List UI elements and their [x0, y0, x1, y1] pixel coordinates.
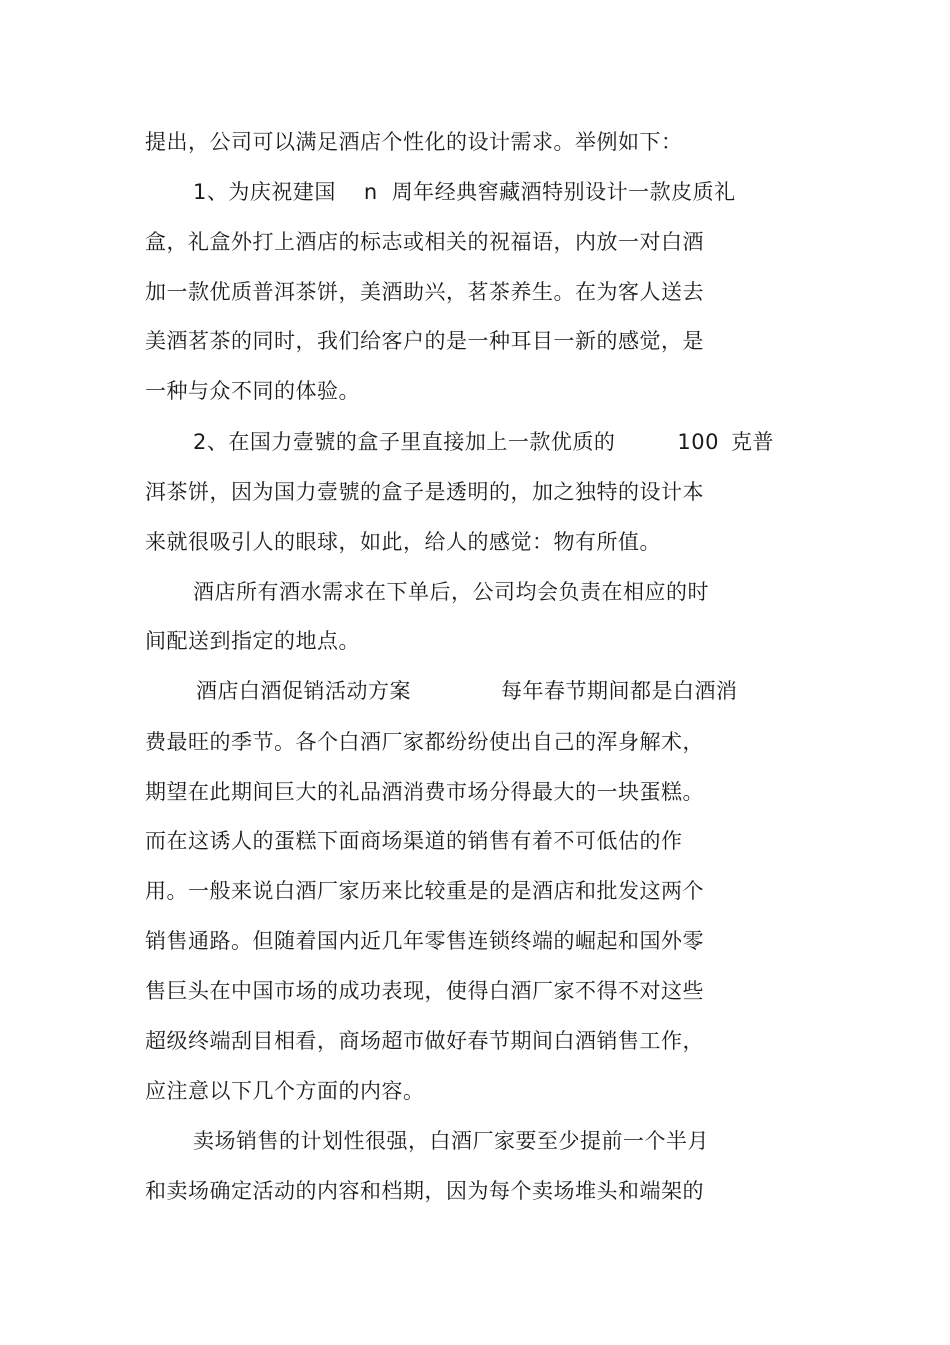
text-span: 1、为庆祝建国 — [193, 180, 336, 204]
text-line — [193, 178, 736, 206]
text-span: n — [363, 180, 378, 204]
text-line: 洱茶饼，因为国力壹號的盒子是透明的，加之独特的设计本 — [145, 480, 704, 504]
text-line — [196, 677, 738, 705]
text-line: 提出，公司可以满足酒店个性化的设计需求。举例如下： — [145, 130, 683, 154]
text-line: 销售通路。但随着国内近几年零售连锁终端的崛起和国外零 — [145, 929, 704, 953]
text-line: 酒店所有酒水需求在下单后，公司均会负责在相应的时 — [193, 580, 709, 604]
text-line: 费最旺的季节。各个白酒厂家都纷纷使出自己的浑身解术， — [145, 730, 704, 754]
text-line: 美酒茗茶的同时，我们给客户的是一种耳目一新的感觉，是 — [145, 329, 704, 353]
text-line: 来就很吸引人的眼球，如此，给人的感觉：物有所值。 — [145, 530, 661, 554]
text-line: 一种与众不同的体验。 — [145, 379, 360, 403]
text-span: 克普 — [730, 430, 774, 454]
text-span: 每年春节期间都是白酒消 — [501, 679, 738, 703]
text-line: 和卖场确定活动的内容和档期，因为每个卖场堆头和端架的 — [145, 1179, 704, 1203]
text-line: 期望在此期间巨大的礼品酒消费市场分得最大的一块蛋糕。 — [145, 780, 704, 804]
text-line: 用。一般来说白酒厂家历来比较重是的是酒店和批发这两个 — [145, 879, 704, 903]
text-line: 售巨头在中国市场的成功表现，使得白酒厂家不得不对这些 — [145, 979, 704, 1003]
text-line: 而在这诱人的蛋糕下面商场渠道的销售有着不可低估的作 — [145, 829, 683, 853]
text-line: 间配送到指定的地点。 — [145, 629, 360, 653]
text-span: 100 — [677, 430, 719, 454]
text-line: 应注意以下几个方面的内容。 — [145, 1079, 425, 1103]
text-span: 周年经典窖藏酒特别设计一款皮质礼 — [391, 180, 736, 204]
text-line — [193, 428, 774, 456]
text-line: 超级终端刮目相看，商场超市做好春节期间白酒销售工作， — [145, 1029, 704, 1053]
text-line: 加一款优质普洱茶饼，美酒助兴，茗茶养生。在为客人送去 — [145, 280, 704, 304]
text-line: 盒，礼盒外打上酒店的标志或相关的祝福语，内放一对白酒 — [145, 230, 704, 254]
text-span: 酒店白酒促销活动方案 — [196, 679, 411, 703]
text-line: 卖场销售的计划性很强，白酒厂家要至少提前一个半月 — [193, 1129, 709, 1153]
text-span: 2、在国力壹號的盒子里直接加上一款优质的 — [193, 430, 616, 454]
